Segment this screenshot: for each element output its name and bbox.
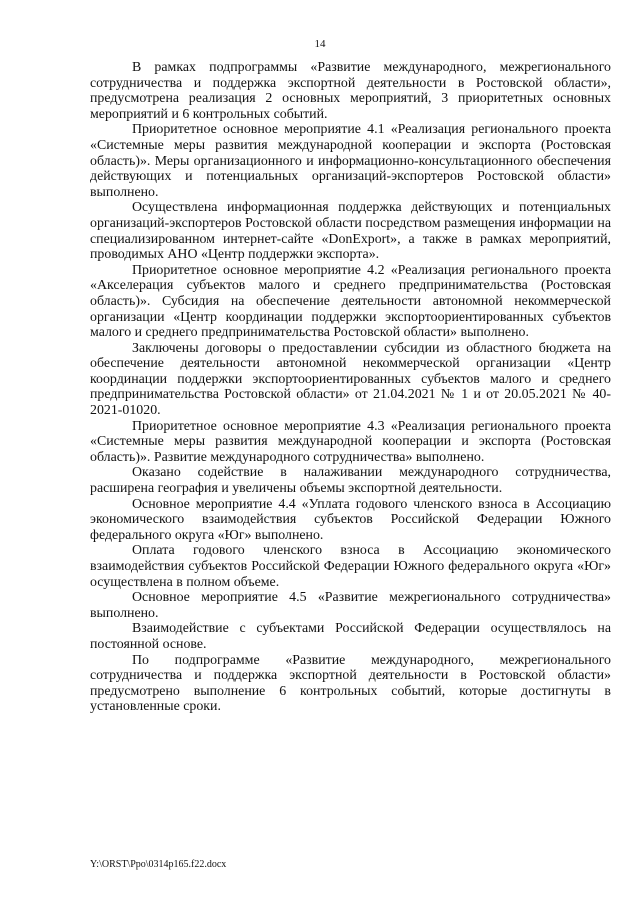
paragraph: Оплата годового членского взноса в Ассоциацию экономического взаимодействия субъектов Российской Федерации Южного федерального округа «Юг» осуществлена в полном объеме. bbox=[90, 543, 611, 590]
paragraph: Взаимодействие с субъектами Российской Федерации осуществлялось на постоянной основе. bbox=[90, 621, 611, 652]
paragraph: В рамках подпрограммы «Развитие международного, межрегионального сотрудничества и поддержка экспортной деятельности в Ростовской области», предусмотрена реализация 2 основных мероприятий, 3 приоритетных основных мероприятий и 6 контрольных событий. bbox=[90, 60, 611, 122]
paragraph: Заключены договоры о предоставлении субсидии из областного бюджета на обеспечение деятельности автономной некоммерческой организации «Центр координации поддержки экспортоориентированных субъектов малого и среднего предпринимательства Ростовской области» от 21.04.2021 № 1 и от 20.05.2021 № 40-2021-01020. bbox=[90, 340, 611, 419]
paragraph: Приоритетное основное мероприятие 4.1 «Реализация регионального проекта «Системные меры развития международной кооперации и экспорта (Ростовская область)». Меры организационного и информационно-консультационного обеспечения действующих и потенциальных организаций-экспортеров Ростовской области» выполнено. bbox=[90, 122, 611, 200]
page-number: 14 bbox=[314, 38, 326, 50]
document-body bbox=[90, 60, 611, 715]
paragraph: Приоритетное основное мероприятие 4.3 «Реализация регионального проекта «Системные меры развития международной кооперации и экспорта (Ростовская область)». Развитие международного сотрудничества» выполнено. bbox=[90, 418, 611, 465]
paragraph: Оказано содействие в налаживании международного сотрудничества, расширена география и увеличены объемы экспортной деятельности. bbox=[90, 465, 611, 497]
paragraph: Приоритетное основное мероприятие 4.2 «Реализация регионального проекта «Акселерация субъектов малого и среднего предпринимательства (Ростовская область)». Субсидия на обеспечение деятельности автономной некоммерческой организации «Центр координации поддержки экспортоориентированных субъектов малого и среднего предпринимательства Ростовской области» выполнено. bbox=[90, 262, 611, 341]
footer-file-path: Y:\ORST\Ppo\0314p165.f22.docx bbox=[90, 859, 227, 870]
paragraph: Основное мероприятие 4.5 «Развитие межрегионального сотрудничества» выполнено. bbox=[90, 590, 611, 621]
paragraph: По подпрограмме «Развитие международного, межрегионального сотрудничества и поддержка экспортной деятельности в Ростовской области» предусмотрено выполнение 6 контрольных событий, которые достигнуты в установленные сроки. bbox=[90, 652, 611, 715]
paragraph: Основное мероприятие 4.4 «Уплата годового членского взноса в Ассоциацию экономического взаимодействия субъектов Российской Федерации Южного федерального округа «Юг» выполнено. bbox=[90, 496, 611, 543]
paragraph: Осуществлена информационная поддержка действующих и потенциальных организаций-экспортеров Ростовской области посредством размещения информации на специализированном интернет-сайте «DonExport», а также в рамках мероприятий, проводимых АНО «Центр поддержки экспорта». bbox=[90, 200, 611, 263]
